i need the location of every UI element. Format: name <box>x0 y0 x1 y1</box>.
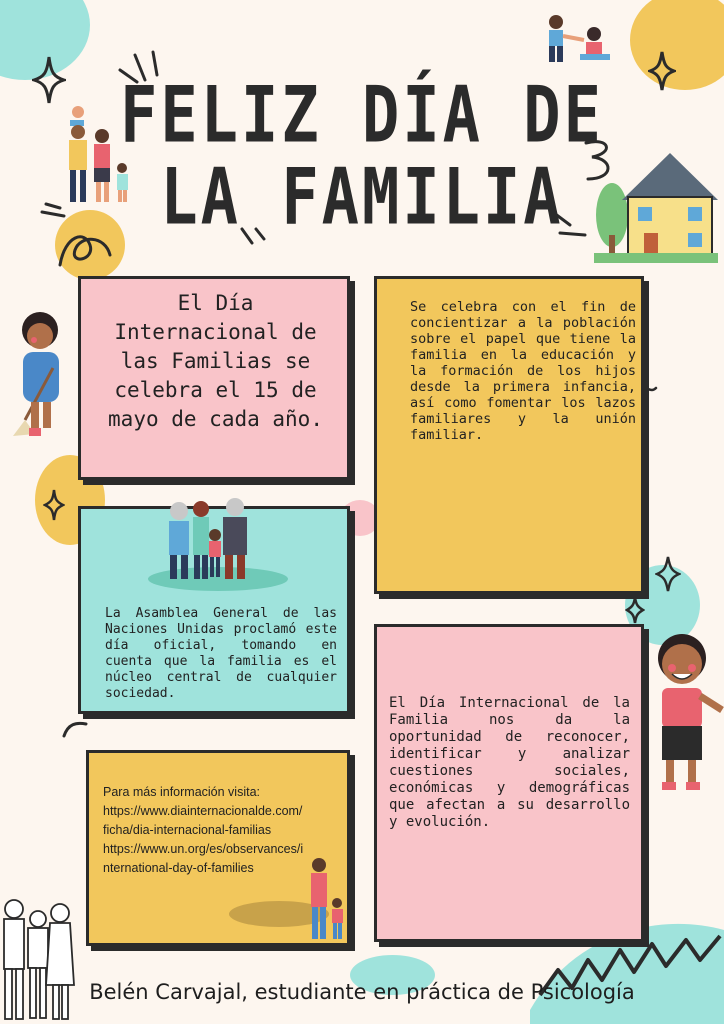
sparkle-icon <box>625 595 645 625</box>
info-link-diainternacional-1[interactable]: https://www.diainternacionalde.com/ <box>103 804 303 818</box>
boy-smiling-illustration <box>650 630 724 795</box>
opportunity-card <box>374 624 644 942</box>
family-illustration <box>60 100 135 210</box>
page-title-line-1: FELIZ DÍA DE <box>120 68 604 161</box>
info-link-diainternacional-2[interactable]: ficha/dia-internacional-familias <box>103 823 272 837</box>
info-link-un-1[interactable]: https://www.un.org/es/observances/i <box>103 842 304 856</box>
house-illustration <box>592 145 720 265</box>
assembly-card-text: La Asamblea General de las Naciones Unidas proclamó este día oficial, tomando en cuenta que la familia es el núcleo central de cualquier sociedad. <box>105 606 337 701</box>
intro-card <box>78 276 350 480</box>
page-title-line-2: LA FAMILIA <box>160 150 564 243</box>
kids-playing-illustration <box>540 10 615 70</box>
sparkle-icon <box>43 488 65 522</box>
accent-lines-icon <box>60 718 90 740</box>
info-heading: Para más información visita: <box>103 785 261 799</box>
info-card <box>86 750 350 946</box>
author-credit: Belén Carvajal, estudiante en práctica de Psicología <box>89 980 635 1004</box>
opportunity-card-text: El Día Internacional de la Familia nos da la oportunidad de reconocer, identificar y analizar cuestiones sociales, económicas y demográficas que afectan a su desarrollo y evolución. <box>389 695 630 830</box>
purpose-card-text: Se celebra con el fin de concientizar a la población sobre el papel que tiene la familia en la educación y la formación de los hijos desde la primera infancia, así como fomentar los lazos familiares y la unión familiar. <box>410 299 636 443</box>
family-line-art-illustration <box>0 895 80 1024</box>
info-link-un-2[interactable]: nternational-day-of-families <box>103 861 254 875</box>
girl-sweeping-illustration <box>5 308 80 443</box>
mother-child-illustration <box>303 857 353 943</box>
extended-family-illustration <box>143 495 293 595</box>
purpose-card <box>374 276 644 594</box>
assembly-card <box>78 506 350 714</box>
sparkle-icon <box>655 555 681 593</box>
intro-card-text: El Día Internacional de las Familias se celebra el 15 de mayo de cada año. <box>108 291 323 431</box>
